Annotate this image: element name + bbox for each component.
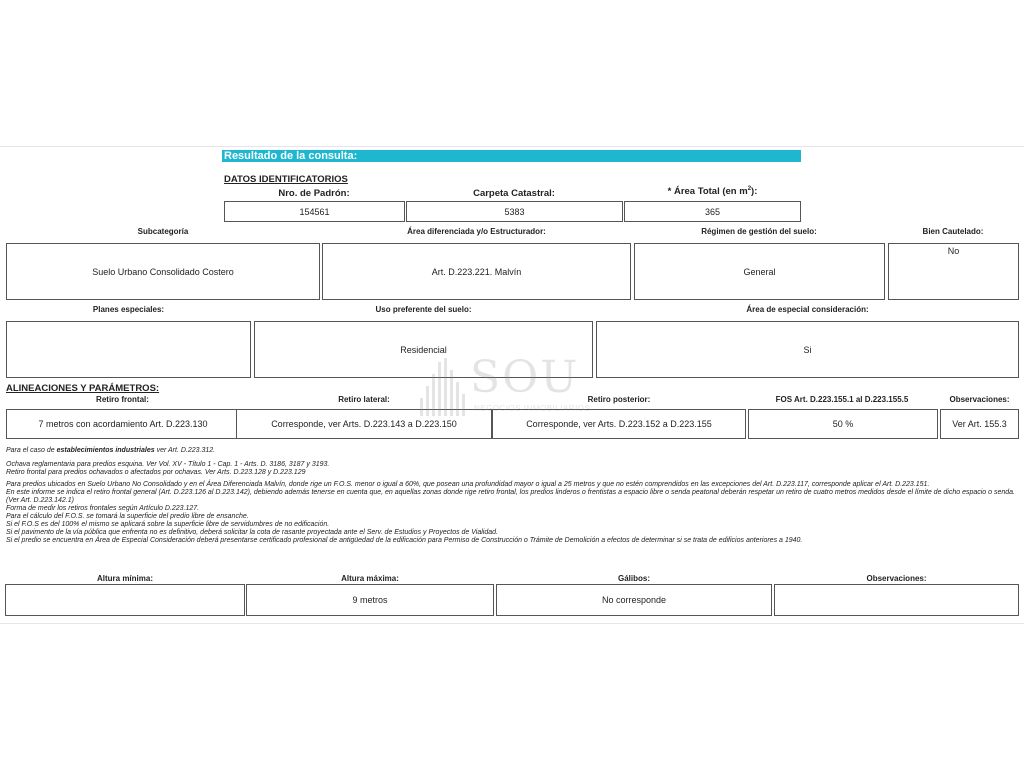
uso-preferente-label: Uso preferente del suelo:	[375, 305, 472, 314]
area-diferenciada-field: Art. D.223.221. Malvín	[322, 243, 631, 300]
padron-field: 154561	[224, 201, 405, 222]
altura-minima-field	[5, 584, 245, 616]
retiro-lateral-label: Retiro lateral:	[338, 395, 390, 404]
bien-cautelado-label: Bien Cautelado:	[922, 227, 984, 236]
watermark-logo-text: SOU	[470, 352, 580, 403]
carpeta-field: 5383	[406, 201, 623, 222]
note-line: Para el cálculo del F.O.S. se tomará la superficie del predio libre de ensanche.	[6, 513, 249, 520]
altura-minima-label: Altura mínima:	[96, 574, 153, 583]
industrial-note: Para el caso de establecimientos industriales ver Art. D.223.312.	[6, 447, 216, 454]
ident-section-title: DATOS IDENTIFICATORIOS	[224, 174, 348, 185]
alturas-observaciones-field	[774, 584, 1019, 616]
regimen-field: General	[634, 243, 885, 300]
retiro-lateral-field: Corresponde, ver Arts. D.223.143 a D.223.150	[236, 409, 492, 439]
area-especial-field: Si	[596, 321, 1019, 378]
planes-especiales-label: Planes especiales:	[92, 305, 165, 314]
alineaciones-section-title: ALINEACIONES Y PARÁMETROS:	[6, 383, 160, 394]
retiro-posterior-field: Corresponde, ver Arts. D.223.152 a D.223.155	[492, 409, 746, 439]
planes-especiales-field	[6, 321, 251, 378]
notes-list	[6, 461, 1016, 545]
area-especial-label: Área de especial consideración:	[746, 305, 869, 314]
retiro-frontal-label: Retiro frontal:	[96, 395, 149, 404]
area-diferenciada-label: Área diferenciada y/o Estructurador:	[407, 227, 546, 236]
carpeta-label: Carpeta Catastral:	[473, 188, 555, 199]
note-line: Retiro frontal para predios ochavados o afectados por ochavas. Ver Arts. D.223.128 y D.223.129	[6, 469, 306, 476]
result-header-bar: Resultado de la consulta:	[222, 150, 801, 162]
note-line: Para predios ubicados en Suelo Urbano No Consolidado y en el Área Diferenciada Malvín, donde rige un F.O.S. menor o igual a 60%, que posean una profundidad mayor o igual a 25 metros y que no estén comprendidos en las excepciones del Art. D.223.117, corresponde aplicar el Art. D.223.151.	[6, 481, 930, 488]
fos-label: FOS Art. D.223.155.1 al D.223.155.5	[775, 395, 909, 404]
note-line: Si el F.O.S es del 100% el mismo se aplicará sobre la superficie libre de servidumbres de no edificación.	[6, 521, 330, 528]
bien-cautelado-field: No	[888, 243, 1019, 300]
regimen-label: Régimen de gestión del suelo:	[701, 227, 817, 236]
alineaciones-observaciones-field: Ver Art. 155.3	[940, 409, 1019, 439]
note-line: Si el predio se encuentra en Área de Especial Consideración deberá presentarse certificado profesional de antigüedad de la edificación para Permiso de Construcción o Trámite de Demolición a efectos de determinar si se trata de edificios anteriores a 1940.	[6, 537, 803, 544]
alturas-observaciones-label: Observaciones:	[866, 574, 927, 583]
subcategoria-label: Subcategoría	[137, 227, 189, 236]
subcategoria-field: Suelo Urbano Consolidado Costero	[6, 243, 320, 300]
watermark-subtext: NEGOCIOS INMOBILIARIOS	[474, 404, 591, 413]
retiro-frontal-field: 7 metros con acordamiento Art. D.223.130	[6, 409, 240, 439]
altura-maxima-field: 9 metros	[246, 584, 494, 616]
padron-label: Nro. de Padrón:	[278, 188, 350, 199]
note-line: Forma de medir los retiros frontales según Artículo D.223.127.	[6, 505, 200, 512]
note-line: Ochava reglamentaria para predios esquina. Ver Vol. XV - Título 1 - Cap. 1 - Arts. D. 3186, 3187 y 3193.	[6, 461, 330, 468]
fos-field: 50 %	[748, 409, 938, 439]
note-line: En este informe se indica el retiro frontal general (Art. D.223.126 al D.223.142), debiendo además tenerse en cuenta que, en aquellas zonas donde rige retiro frontal, los predios linderos o frentistas a espacio libre o senda peatonal deberán respetar un retiro de cuatro metros medidos desde el límite de dicho espacio o senda.(Ver Art. D.223.142.1)	[6, 489, 1015, 504]
note-line: Si el pavimento de la vía pública que enfrenta no es definitivo, deberá solicitar la cota de rasante proyectada ante el Serv. de Estudios y Proyectos de Vialidad.	[6, 529, 498, 536]
alineaciones-observaciones-label: Observaciones:	[949, 395, 1010, 404]
area-total-label: * Área Total (en $m^2$):	[667, 186, 758, 198]
retiro-posterior-label: Retiro posterior:	[587, 395, 651, 404]
uso-preferente-field: Residencial	[254, 321, 593, 378]
area-total-field: 365	[624, 201, 801, 222]
galibos-field: No corresponde	[496, 584, 772, 616]
altura-maxima-label: Altura máxima:	[341, 574, 399, 583]
galibos-label: Gálibos:	[617, 574, 650, 583]
